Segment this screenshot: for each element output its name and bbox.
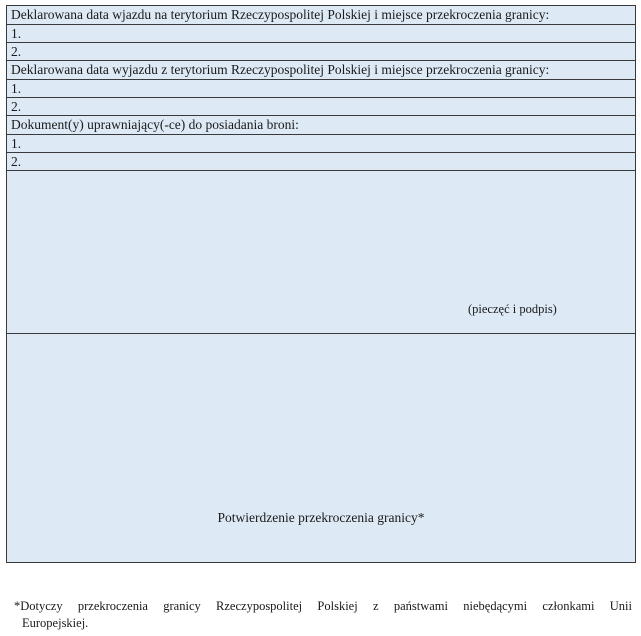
entry-date-header-text: Deklarowana data wjazdu na terytorium Rzeczypospolitej Polskiej i miejsce przekroczenia granicy:	[11, 7, 550, 22]
stamp-signature-box	[7, 171, 635, 334]
entry-date-row-1	[7, 25, 635, 43]
weapon-documents-row-2-number: 2.	[11, 154, 22, 169]
border-crossing-confirmation-box	[7, 334, 635, 563]
footnote	[14, 598, 632, 632]
entry-date-row-2-number: 2.	[11, 44, 22, 59]
weapon-documents-row-1	[7, 135, 635, 153]
exit-date-row-2	[7, 98, 635, 116]
weapon-documents-header	[7, 116, 635, 135]
border-crossing-confirmation-label: Potwierdzenie przekroczenia granicy*	[217, 510, 425, 525]
exit-date-header	[7, 61, 635, 80]
weapon-documents-row-1-number: 1.	[11, 136, 22, 151]
entry-date-row-1-number: 1.	[11, 26, 22, 41]
exit-date-header-text: Deklarowana data wyjazdu z terytorium Rzeczypospolitej Polskiej i miejsce przekroczenia granicy:	[11, 62, 550, 77]
entry-date-header	[7, 6, 635, 25]
exit-date-row-1-number: 1.	[11, 81, 22, 96]
stamp-signature-label: (pieczęć i podpis)	[468, 302, 557, 316]
exit-date-row-1	[7, 80, 635, 98]
footnote-line-1: *Dotyczy przekroczenia granicy Rzeczypospolitej Polskiej z państwami niebędącymi członkami Unii	[14, 599, 632, 613]
exit-date-row-2-number: 2.	[11, 99, 22, 114]
footnote-line-2: Europejskiej.	[22, 616, 89, 630]
weapon-documents-header-text: Dokument(y) uprawniający(-ce) do posiadania broni:	[11, 117, 299, 132]
entry-date-row-2	[7, 43, 635, 61]
border-crossing-form	[6, 5, 636, 563]
weapon-documents-row-2	[7, 153, 635, 171]
